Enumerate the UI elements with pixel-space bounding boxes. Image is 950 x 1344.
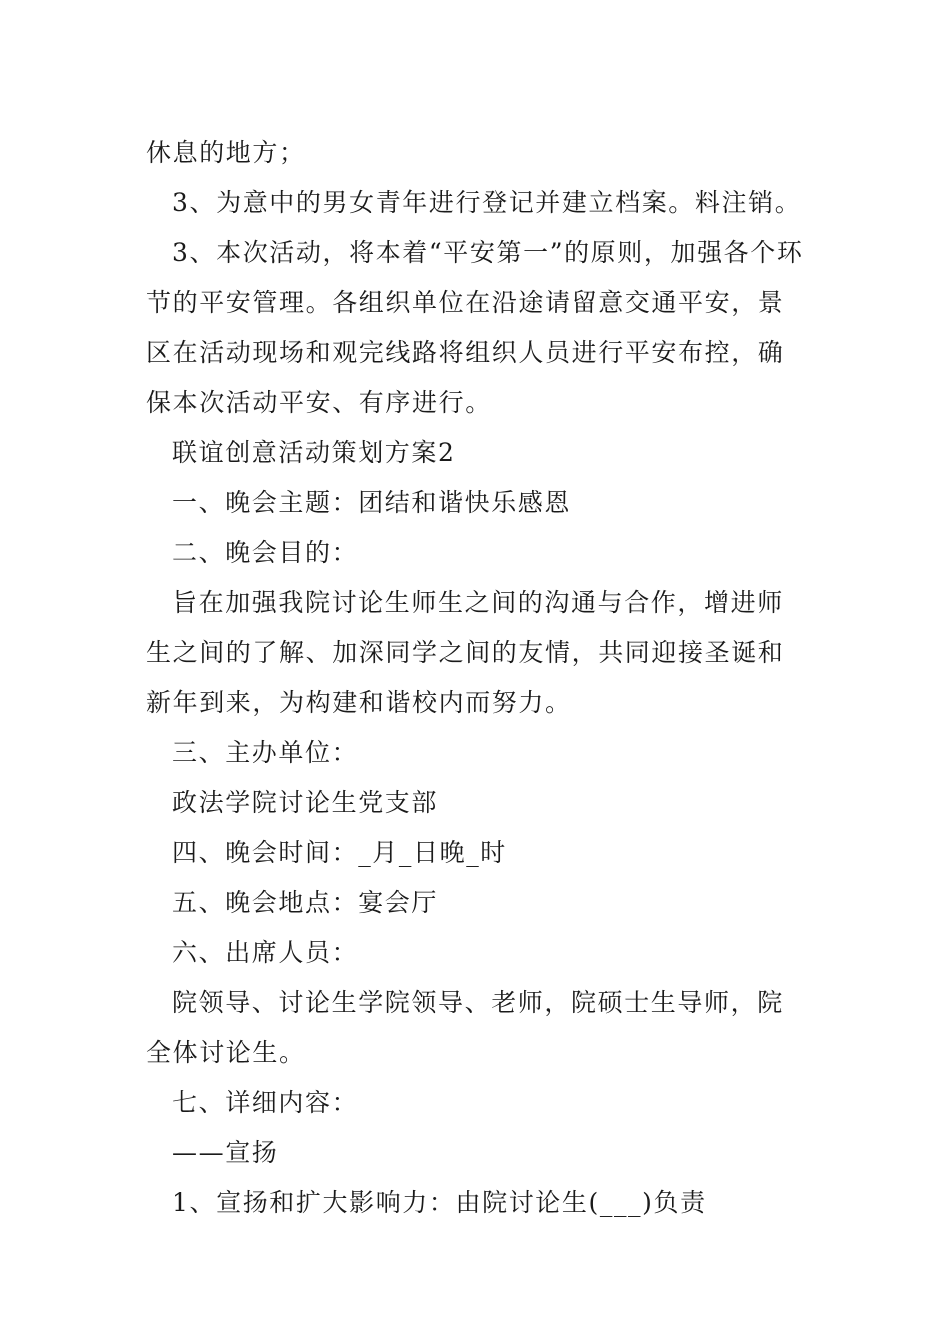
paragraph-registration: 3、为意中的男女青年进行登记并建立档案。料注销。 xyxy=(172,188,802,217)
paragraph-purpose-body: 旨在加强我院讨论生师生之间的沟通与合作，增进师生之间的了解、加深同学之间的友情，共同迎接圣诞和新年到来，为构建和谐校内而努力。 xyxy=(146,588,785,717)
paragraph-purpose-heading: 二、晚会目的： xyxy=(172,538,359,567)
paragraph-location: 五、晚会地点：宴会厅 xyxy=(172,888,439,917)
paragraph-promotion-heading: ——宣扬 xyxy=(172,1138,279,1167)
paragraph-time: 四、晚会时间：_月_日晚_时 xyxy=(172,838,507,867)
paragraph-promotion-item: 1、宣扬和扩大影响力：由院讨论生(___)负责 xyxy=(172,1188,707,1217)
paragraph-safety: 3、本次活动，将本着“平安第一”的原则，加强各个环节的平安管理。各组织单位在沿途请留意交通平安，景区在活动现场和观完线路将组织人员进行平安布控，确保本次活动平安、有序进行。 xyxy=(146,238,804,417)
paragraph-organizer-body: 政法学院讨论生党支部 xyxy=(172,788,439,817)
section-title-plan-2: 联谊创意活动策划方案2 xyxy=(172,438,456,467)
document-body xyxy=(146,128,806,1228)
paragraph-attendees-body: 院领导、讨论生学院领导、老师，院硕士生导师，院全体讨论生。 xyxy=(146,988,784,1067)
paragraph-theme: 一、晚会主题：团结和谐快乐感恩 xyxy=(172,488,572,517)
paragraph-rest-place: 休息的地方； xyxy=(146,138,306,167)
paragraph-organizer-heading: 三、主办单位： xyxy=(172,738,359,767)
paragraph-content-heading: 七、详细内容： xyxy=(172,1088,359,1117)
paragraph-attendees-heading: 六、出席人员： xyxy=(172,938,359,967)
